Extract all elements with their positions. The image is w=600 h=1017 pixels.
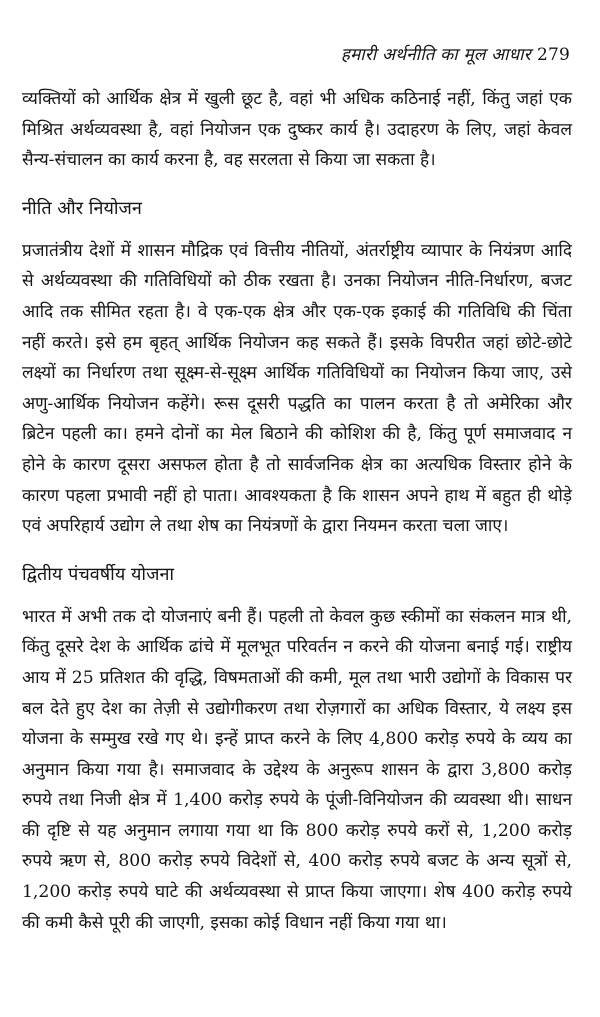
- section-heading-second-five-year-plan: द्वितीय पंचवर्षीय योजना: [22, 563, 175, 585]
- spacer: [22, 224, 572, 236]
- spacer: [22, 176, 572, 194]
- body-paragraph-1: व्यक्तियों को आर्थिक क्षेत्र में खुली छूट है, वहां भी अधिक कठिनाई नहीं, किंतु जहां एक मिश्रित अर्थव्यवस्था है, वहां नियोजन एक दुष्कर कार्य है। उदाहरण के लिए, जहां केवल सैन्य-संचालन का कार्य करना है, वह सरलता से किया जा सकता है।: [22, 89, 572, 171]
- body-paragraph-3: भारत में अभी तक दो योजनाएं बनी हैं। पहली तो केवल कुछ स्कीमों का संकलन मात्र थी, किंतु दूसरे देश के आर्थिक ढांचे में मूलभूत परिवर्तन न करने की योजना बनाई गई। राष्ट्रीय आय में 25 प्रतिशत की वृद्धि, विषमताओं की कमी, मूल तथा भारी उद्योगों के विकास पर बल देते हुए देश का तेज़ी से उद्योगीकरण तथा रोज़गारों का अधिक विस्तार, ये लक्ष्य इस योजना के सम्मुख रखे गए थे। इन्हें प्राप्त करने के लिए 4,800 करोड़ रुपये के व्यय का अनुमान किया गया है। समाजवाद के उद्देश्य के अनुरूप शासन के द्वारा 3,800 करोड़ रुपये तथा निजी क्षेत्र में 1,400 करोड़ रुपये के पूंजी-विनियोजन की व्यवस्था थी। साधन की दृष्टि से यह अनुमान लगाया गया था कि 800 करोड़ रुपये करों से, 1,200 करोड़ रुपये ऋण से, 800 करोड़ रुपये विदेशों से, 400 करोड़ रुपये बजट के अन्य सूत्रों से, 1,200 करोड़ रुपये घाटे की अर्थव्यवस्था से प्राप्त किया जाएगा। शेष 400 करोड़ रुपये की कमी कैसे पूरी की जाएगी, इसका कोई विधान नहीं किया गया था।: [22, 606, 572, 933]
- running-header: [341, 42, 570, 65]
- page-number: 279: [536, 45, 570, 65]
- page-body: [22, 84, 572, 938]
- running-title: हमारी अर्थनीति का मूल आधार: [340, 45, 531, 65]
- section-heading-policy-and-planning: नीति और नियोजन: [22, 197, 142, 219]
- spacer: [22, 590, 572, 602]
- body-paragraph-2: प्रजातंत्रीय देशों में शासन मौद्रिक एवं वित्तीय नीतियों, अंतर्राष्ट्रीय व्यापार के नियंत्रण आदि से अर्थव्यवस्था की गतिविधियों को ठीक रखता है। उनका नियोजन नीति-निर्धारण, बजट आदि तक सीमित रहता है। वे एक-एक क्षेत्र और एक-एक इकाई की गतिविधि की चिंता नहीं करते। इसे हम बृहत् आर्थिक नियोजन कह सकते हैं। इसके विपरीत जहां छोटे-छोटे लक्ष्यों का निर्धारण तथा सूक्ष्म-से-सूक्ष्म आर्थिक गतिविधियों का नियोजन किया जाए, उसे अणु-आर्थिक नियोजन कहेंगे। रूस दूसरी पद्धति का पालन करता है तो अमेरिका और ब्रिटेन पहली का। हमने दोनों का मेल बिठाने की कोशिश की है, किंतु पूर्ण समाजवाद न होने के कारण दूसरा असफल होता है तो सार्वजनिक क्षेत्र का अत्यधिक विस्तार होने के कारण पहला प्रभावी नहीं हो पाता। आवश्यकता है कि शासन अपने हाथ में बहुत ही थोड़े एवं अपरिहार्य उद्योग ले तथा शेष का नियंत्रणों के द्वारा नियमन करता चला जाए।: [22, 240, 572, 537]
- spacer: [22, 542, 572, 560]
